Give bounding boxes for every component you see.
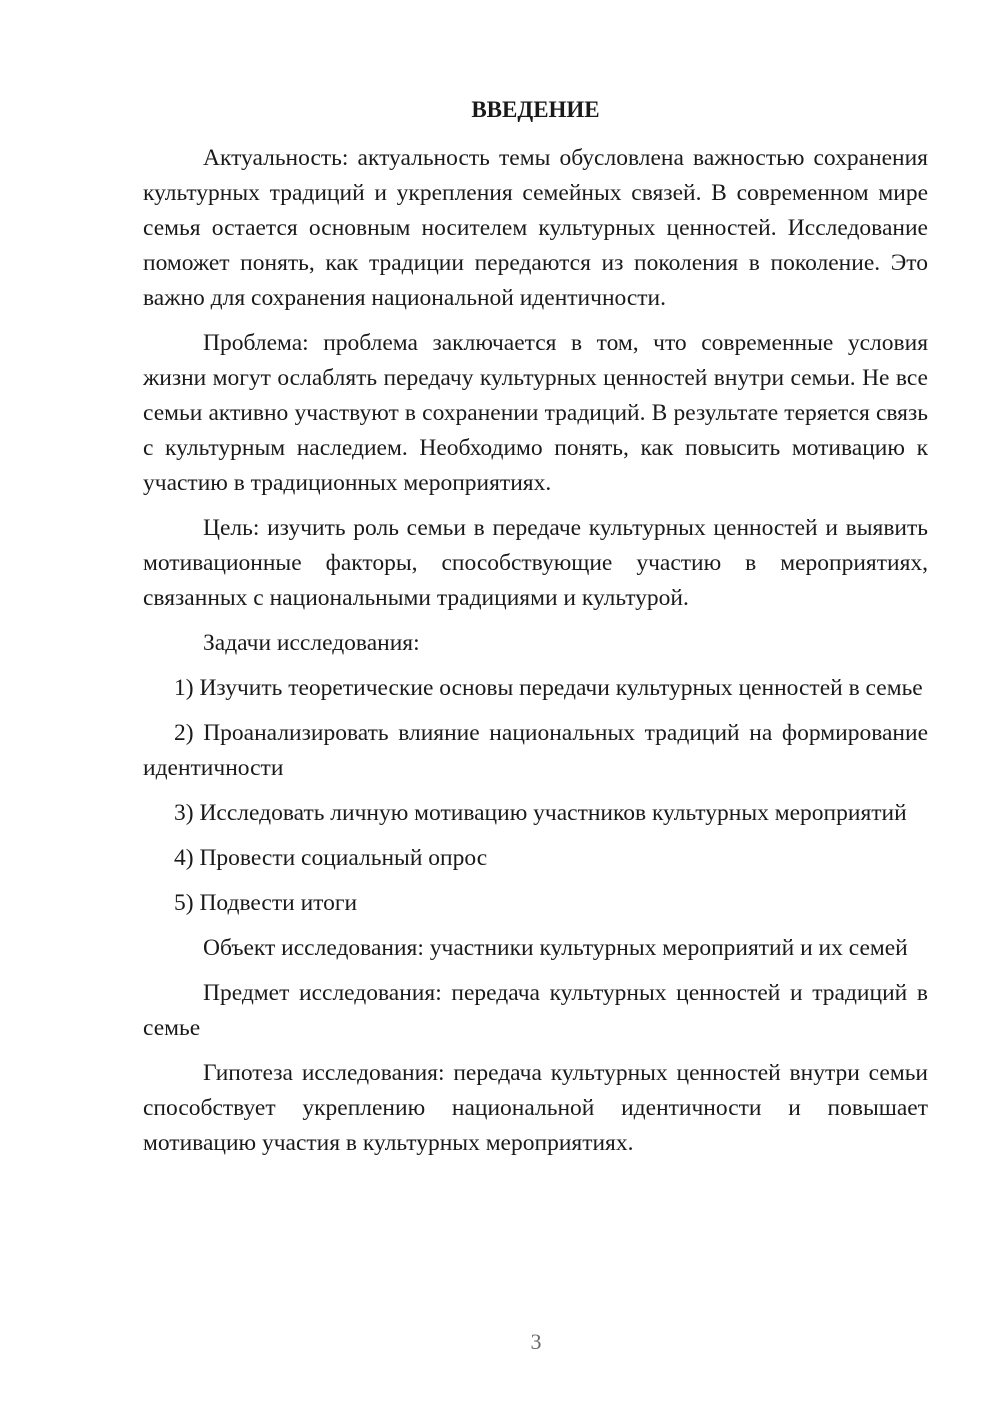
task-item: 4) Провести социальный опрос xyxy=(174,845,488,871)
goal-paragraph: Цель: изучить роль семьи в передаче культурных ценностей и выявить мотивационные факторы, способствующие участию в мероприятиях, связанных с национальными традициями и культурой. xyxy=(143,515,928,611)
task-item: 3) Исследовать личную мотивацию участников культурных мероприятий xyxy=(174,800,907,826)
research-hypothesis-paragraph: Гипотеза исследования: передача культурных ценностей внутри семьи способствует укреплению национальной идентичности и повышает мотивацию участия в культурных мероприятиях. xyxy=(143,1060,928,1156)
task-item: 5) Подвести итоги xyxy=(174,890,358,916)
page-content xyxy=(143,92,928,1171)
relevance-paragraph: Актуальность: актуальность темы обусловлена важностью сохранения культурных традиций и укрепления семейных связей. В современном мире семья остается основным носителем культурных ценностей. Исследование поможет понять, как традиции передаются из поколения в поколение. Это важно для сохранения национальной идентичности. xyxy=(143,145,928,311)
task-item: 2) Проанализировать влияние национальных традиций на формирование идентичности xyxy=(143,720,928,781)
task-item: 1) Изучить теоретические основы передачи культурных ценностей в семье xyxy=(174,675,923,701)
research-object-paragraph: Объект исследования: участники культурных мероприятий и их семей xyxy=(203,935,908,961)
page-number: 3 xyxy=(530,1329,542,1354)
research-subject-paragraph: Предмет исследования: передача культурных ценностей и традиций в семье xyxy=(143,980,928,1041)
tasks-heading: Задачи исследования: xyxy=(203,630,420,656)
page-title: ВВЕДЕНИЕ xyxy=(471,97,600,122)
problem-paragraph: Проблема: проблема заключается в том, что современные условия жизни могут ослаблять передачу культурных ценностей внутри семьи. Не все семьи активно участвуют в сохранении традиций. В результате теряется связь с культурным наследием. Необходимо понять, как повысить мотивацию к участию в традиционных мероприятиях. xyxy=(143,330,928,496)
